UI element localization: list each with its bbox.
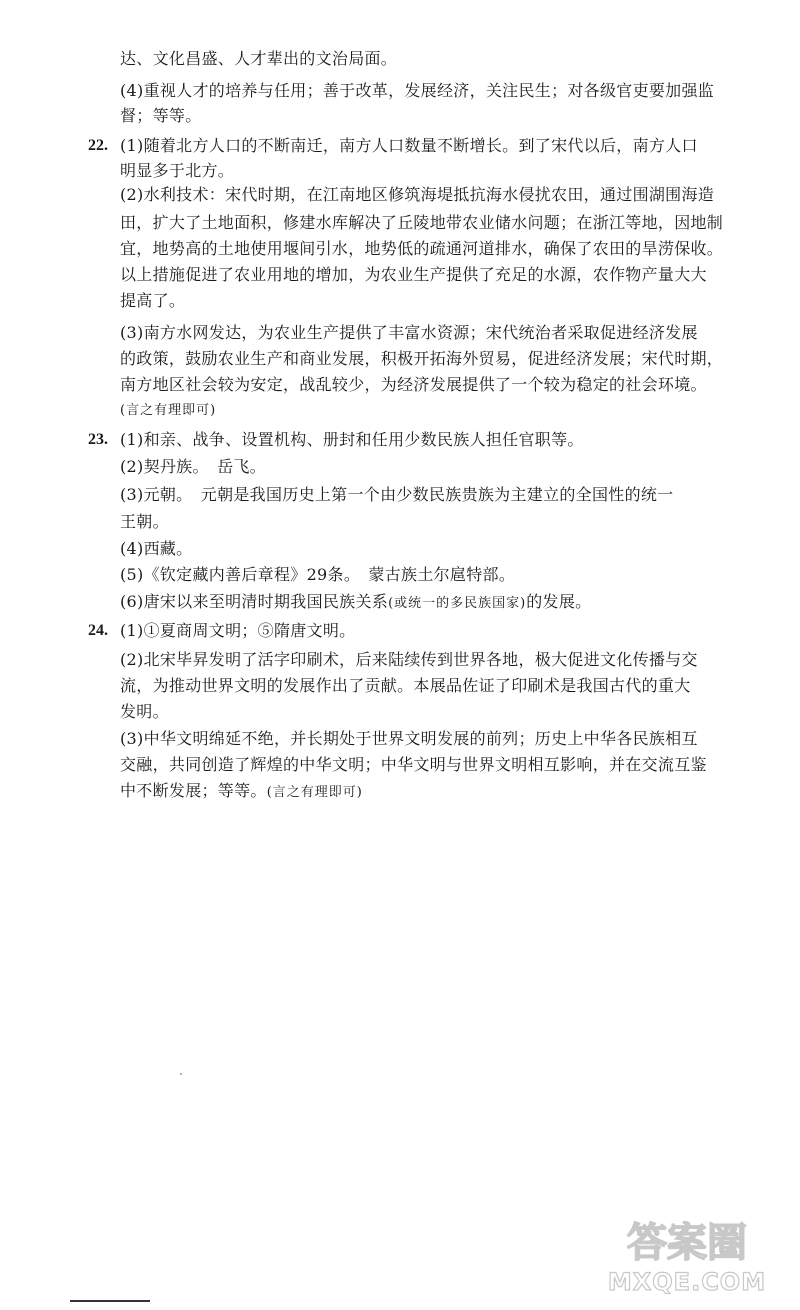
q23-line-1: (1)和亲、战争、设置机构、册封和任用少数民族人担任官职等。: [120, 430, 584, 449]
bottom-rule: [70, 1300, 150, 1302]
watermark-logo-url: MXQE.COM: [607, 1268, 767, 1296]
q24-line-5: (3)中华文明绵延不绝，并长期处于世界文明发展的前列；历史上中华各民族相互: [120, 729, 698, 748]
q24-line-6: 交融，共同创造了辉煌的中华文明；中华文明与世界文明相互影响，并在交流互鉴: [120, 755, 707, 774]
question-22-number: 22.: [88, 137, 108, 154]
q24-line-3: 流，为推动世界文明的发展作出了贡献。本展品佐证了印刷术是我国古代的重大: [120, 676, 691, 695]
q23-line-7: [120, 591, 591, 615]
q23-line-7-end: 的发展。: [526, 592, 592, 611]
q22-line-6: 以上措施促进了农业用地的增加，为农业生产提供了充足的水源，农作物产量大大: [120, 265, 707, 284]
question-23-number: 23.: [88, 431, 108, 448]
q23-line-6: (5)《钦定藏内善后章程》29条。 蒙古族土尔扈特部。: [120, 565, 516, 584]
q22-line-10: 南方地区社会较为安定，战乱较少，为经济发展提供了一个较为稳定的社会环境。: [120, 375, 707, 394]
intro-line-1: 达、文化昌盛、人才辈出的文治局面。: [120, 49, 398, 68]
intro-line-3: 督；等等。: [120, 106, 202, 125]
q24-line-2: (2)北宋毕昇发明了活字印刷术，后来陆续传到世界各地，极大促进文化传播与交: [120, 650, 698, 669]
q23-line-3: (3)元朝。 元朝是我国历史上第一个由少数民族贵族为主建立的全国性的统一: [120, 485, 674, 504]
question-24-number: 24.: [88, 622, 108, 639]
q22-note: (言之有理即可): [120, 403, 217, 418]
q22-line-3: (2)水利技术：宋代时期，在江南地区修筑海堤抵抗海水侵扰农田，通过围湖围海造: [120, 185, 715, 204]
q24-line-1: (1)①夏商周文明；⑤隋唐文明。: [120, 621, 356, 640]
q24-line-7-note: (言之有理即可): [266, 785, 363, 800]
q22-line-4: 田，扩大了土地面积，修建水库解决了丘陵地带农业储水问题；在浙江等地，因地制: [120, 213, 724, 232]
q22-line-1: (1)随着北方人口的不断南迁，南方人口数量不断增长。到了宋代以后，南方人口: [120, 136, 698, 155]
watermark-logo: [592, 1216, 782, 1296]
scan-speck: [180, 1073, 182, 1075]
q23-line-5: (4)西藏。: [120, 539, 193, 558]
q22-line-9: 的政策，鼓励农业生产和商业发展，积极开拓海外贸易，促进经济发展；宋代时期，: [120, 349, 724, 368]
intro-line-2: (4)重视人才的培养与任用；善于改革，发展经济，关注民生；对各级官吏要加强监: [120, 81, 715, 100]
q24-line-7-main: 中不断发展；等等。: [120, 781, 267, 800]
q24-line-4: 发明。: [120, 702, 169, 721]
q22-line-7: 提高了。: [120, 291, 186, 310]
q24-line-7: [120, 780, 363, 804]
q23-line-4: 王朝。: [120, 512, 169, 531]
q23-line-2: (2)契丹族。 岳飞。: [120, 457, 266, 476]
q23-line-7-note: (或统一的多民族国家): [388, 596, 527, 611]
q23-line-7-main: (6)唐宋以来至明清时期我国民族关系: [120, 592, 389, 611]
q22-line-8: (3)南方水网发达，为农业生产提供了丰富水资源；宋代统治者采取促进经济发展: [120, 323, 698, 342]
q22-line-2: 明显多于北方。: [120, 161, 235, 180]
watermark-logo-chinese: 答案圈: [627, 1220, 747, 1266]
q22-line-5: 宜，地势高的土地使用堰间引水，地势低的疏通河道排水，确保了农田的旱涝保收。: [120, 239, 724, 258]
